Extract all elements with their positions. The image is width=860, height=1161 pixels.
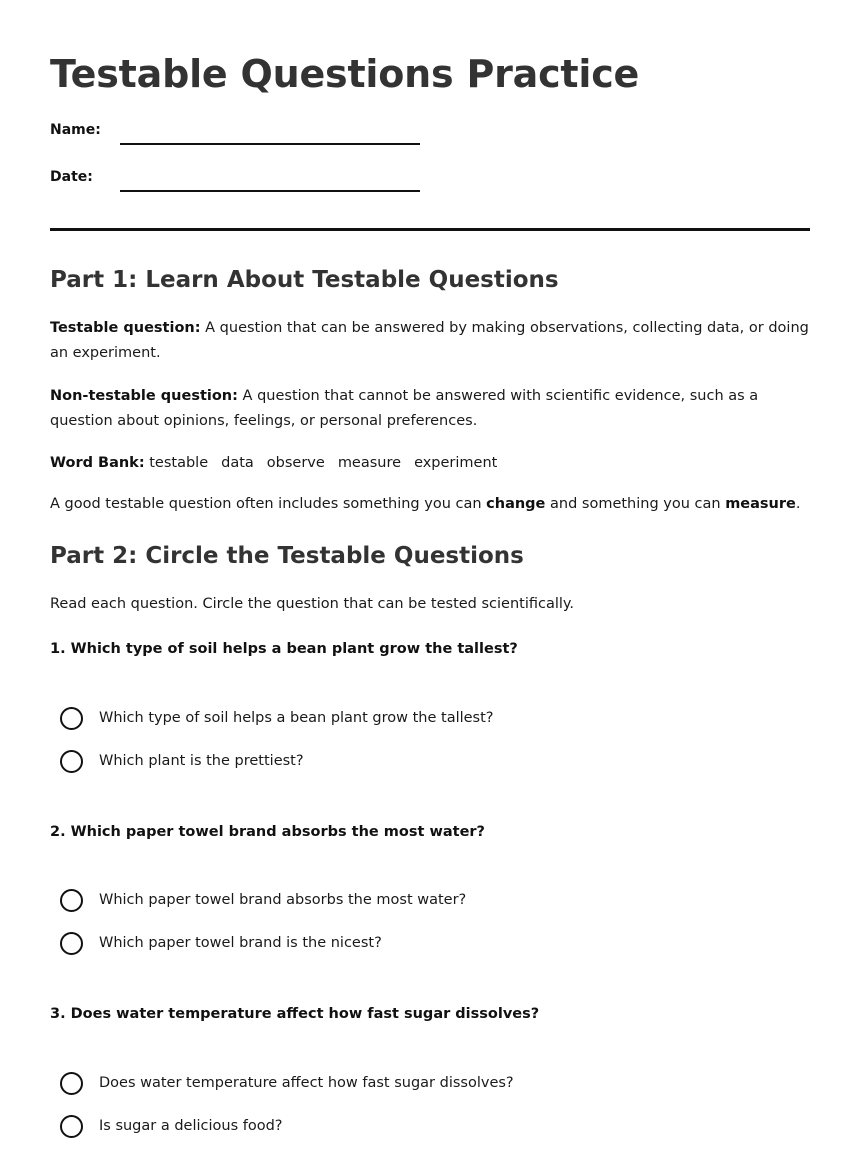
name-label: Name: bbox=[50, 122, 101, 138]
answer-option[interactable] bbox=[60, 748, 304, 774]
date-label: Date: bbox=[50, 169, 93, 185]
testable-def-text: A question that can be answered by making observations, collecting data, or doing an experiment. bbox=[50, 320, 809, 361]
part1-heading: Part 1: Learn About Testable Questions bbox=[50, 267, 559, 293]
section-divider bbox=[50, 228, 810, 231]
word-bank-word: data bbox=[221, 455, 254, 471]
part2-heading: Part 2: Circle the Testable Questions bbox=[50, 543, 524, 569]
word-bank-word: testable bbox=[149, 455, 209, 471]
option-text: Does water temperature affect how fast sugar dissolves? bbox=[99, 1075, 514, 1091]
tip-text: . bbox=[795, 496, 801, 512]
name-field[interactable] bbox=[120, 143, 420, 145]
answer-option[interactable] bbox=[60, 1113, 283, 1139]
word-bank bbox=[50, 451, 810, 476]
tip-text: A good testable question often includes something you can bbox=[50, 496, 487, 512]
option-text: Which type of soil helps a bean plant grow the tallest? bbox=[99, 710, 494, 726]
part2-instructions: Read each question. Circle the question that can be tested scientifically. bbox=[50, 596, 575, 612]
answer-option[interactable] bbox=[60, 705, 494, 731]
nontestable-definition bbox=[50, 384, 810, 434]
option-text: Which paper towel brand is the nicest? bbox=[99, 935, 382, 951]
word-bank-word: experiment bbox=[414, 455, 498, 471]
tip-change: change bbox=[486, 496, 546, 512]
circle-icon[interactable] bbox=[60, 1072, 83, 1095]
option-text: Which plant is the prettiest? bbox=[99, 753, 304, 769]
answer-option[interactable] bbox=[60, 1070, 514, 1096]
question-title: 3. Does water temperature affect how fast sugar dissolves? bbox=[50, 1006, 540, 1022]
tip-measure: measure bbox=[725, 496, 796, 512]
nontestable-def-text: A question that cannot be answered with scientific evidence, such as a question about opinions, feelings, or personal preferences. bbox=[50, 388, 759, 429]
testable-definition bbox=[50, 316, 810, 366]
tip-text: and something you can bbox=[545, 496, 726, 512]
question-title: 2. Which paper towel brand absorbs the most water? bbox=[50, 824, 485, 840]
option-text: Is sugar a delicious food? bbox=[99, 1118, 283, 1134]
question-title: 1. Which type of soil helps a bean plant grow the tallest? bbox=[50, 641, 518, 657]
testable-term: Testable question: bbox=[50, 320, 201, 336]
circle-icon[interactable] bbox=[60, 1115, 83, 1138]
circle-icon[interactable] bbox=[60, 707, 83, 730]
nontestable-term: Non-testable question: bbox=[50, 388, 238, 404]
word-bank-word: observe bbox=[266, 455, 325, 471]
answer-option[interactable] bbox=[60, 930, 382, 956]
page-title: Testable Questions Practice bbox=[50, 52, 640, 96]
word-bank-word: measure bbox=[337, 455, 402, 471]
date-field[interactable] bbox=[120, 190, 420, 192]
testable-tip bbox=[50, 492, 810, 517]
option-text: Which paper towel brand absorbs the most water? bbox=[99, 892, 467, 908]
word-bank-label: Word Bank: bbox=[50, 455, 145, 471]
circle-icon[interactable] bbox=[60, 932, 83, 955]
circle-icon[interactable] bbox=[60, 750, 83, 773]
answer-option[interactable] bbox=[60, 887, 466, 913]
circle-icon[interactable] bbox=[60, 889, 83, 912]
